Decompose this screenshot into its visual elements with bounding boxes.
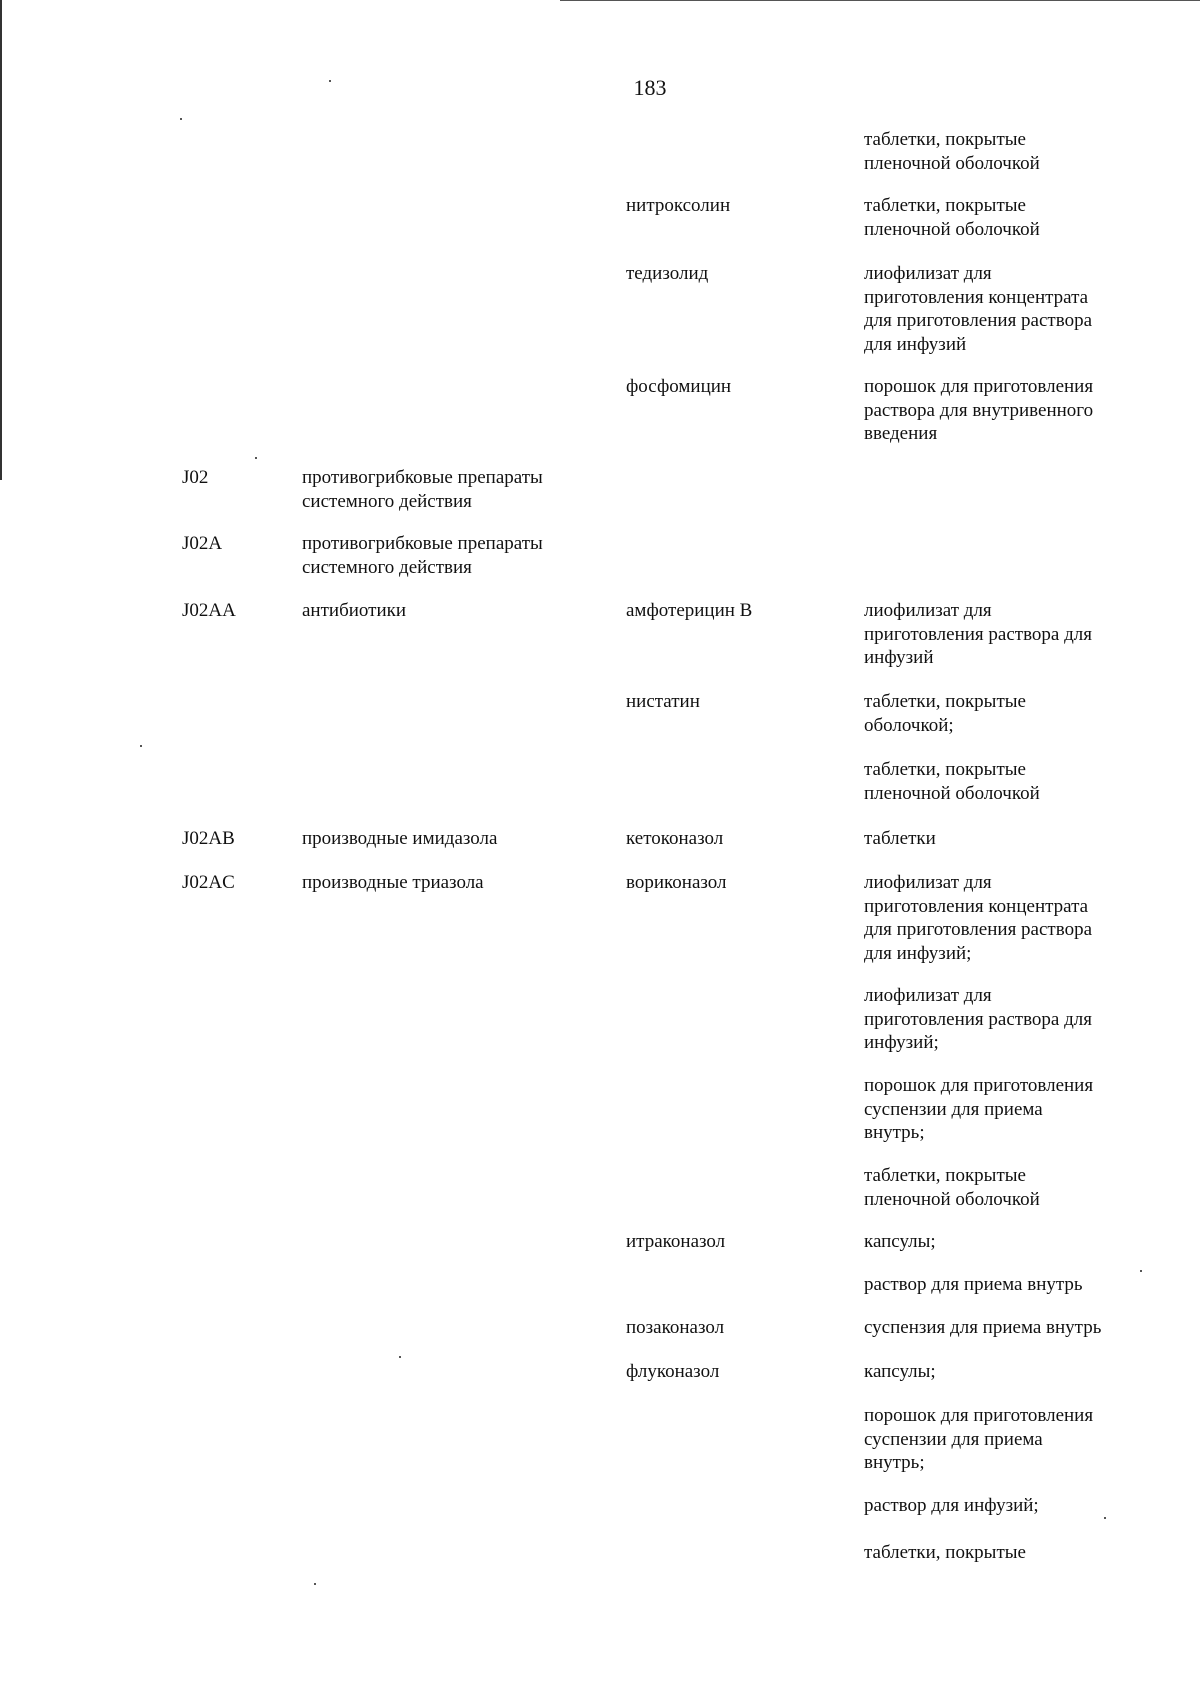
drug-substance: кетоконазол [626,828,724,849]
dosage-form-line: таблетки [864,828,936,849]
dosage-form-line: таблетки, покрытые [864,691,1026,712]
dosage-form-line: для приготовления раствора [864,310,1092,331]
dosage-form-line: приготовления концентрата [864,895,1089,917]
dosage-form-line: приготовления раствора для [864,1008,1092,1030]
dosage-form-line: лиофилизат для [864,263,992,284]
dosage-form-line: внутрь; [864,1122,925,1143]
drug-substance: тедизолид [626,263,709,284]
dosage-form-line: таблетки, покрытые [864,1542,1026,1563]
drug-substance: нитроксолин [626,195,731,216]
dosage-form [864,1541,1194,1565]
group-line: производные имидазола [302,828,498,849]
scan-speck [314,1583,316,1585]
dosage-form [864,1164,1194,1211]
dosage-form-line: капсулы; [864,1231,936,1252]
scan-speck [255,457,257,459]
dosage-form-line: таблетки, покрытые [864,759,1026,780]
top-scan-edge [560,0,1200,1]
left-scan-edge [0,0,2,480]
dosage-form-line: лиофилизат для [864,985,992,1006]
dosage-form-line: для инфузий; [864,942,972,964]
group-line: системного действия [302,556,472,578]
dosage-form [864,1230,1194,1254]
drug-substance: позаконазол [626,1317,725,1338]
dosage-form-line: внутрь; [864,1452,925,1473]
dosage-form-line: раствора для внутривенного [864,399,1094,421]
dosage-form [864,984,1194,1055]
dosage-form-line: для приготовления раствора [864,919,1092,940]
dosage-form-line: порошок для приготовления [864,1075,1094,1096]
dosage-form-line: лиофилизат для [864,872,992,893]
dosage-form-line: инфузий [864,647,934,668]
group-line: противогрибковые препараты [302,533,543,554]
dosage-form [864,1404,1194,1475]
dosage-form-line: пленочной оболочкой [864,218,1040,240]
dosage-form-line: введения [864,423,938,444]
dosage-form-line: порошок для приготовления [864,376,1094,397]
dosage-form-line: раствор для приема внутрь [864,1274,1083,1295]
drug-substance: фосфомицин [626,376,732,397]
dosage-form-line: приготовления концентрата [864,286,1089,308]
pharmacological-group [302,532,602,579]
dosage-form [864,1494,1194,1518]
atc-code: J02AA [182,600,236,621]
dosage-form-line: пленочной оболочкой [864,152,1040,174]
dosage-form-line: таблетки, покрытые [864,195,1026,216]
dosage-form [864,758,1194,805]
pharmacological-group [302,871,602,895]
atc-code: J02AB [182,828,235,849]
dosage-form-line: таблетки, покрытые [864,1165,1026,1186]
scan-speck [329,80,331,82]
group-line: антибиотики [302,600,407,621]
dosage-form-line: суспензия для приема внутрь [864,1317,1102,1338]
scan-speck [1140,1270,1142,1272]
dosage-form-line: пленочной оболочкой [864,1188,1040,1210]
dosage-form [864,375,1194,446]
atc-code: J02AC [182,872,235,893]
dosage-form [864,262,1194,356]
dosage-form-line: раствор для инфузий; [864,1495,1039,1516]
group-line: системного действия [302,490,472,512]
atc-code: J02A [182,533,223,554]
atc-code: J02 [182,467,209,488]
drug-substance: нистатин [626,691,700,712]
pharmacological-group [302,466,602,513]
dosage-form-line: пленочной оболочкой [864,782,1040,804]
scan-speck [399,1356,401,1358]
dosage-form-line: суспензии для приема [864,1428,1043,1450]
drug-substance: вориконазол [626,872,727,893]
dosage-form [864,1360,1194,1384]
pharmacological-group [302,827,602,851]
dosage-form-line: таблетки, покрытые [864,129,1026,150]
scan-speck [180,118,182,120]
drug-substance: амфотерицин B [626,600,753,621]
page-number: 183 [633,75,667,100]
group-line: производные триазола [302,872,484,893]
scan-speck [1104,1517,1106,1519]
dosage-form-line: лиофилизат для [864,600,992,621]
dosage-form [864,194,1194,241]
dosage-form [864,1273,1194,1297]
drug-substance: итраконазол [626,1231,726,1252]
dosage-form-line: суспензии для приема [864,1098,1043,1120]
dosage-form-line: инфузий; [864,1032,939,1053]
dosage-form-line: капсулы; [864,1361,936,1382]
group-line: противогрибковые препараты [302,467,543,488]
dosage-form-line: порошок для приготовления [864,1405,1094,1426]
dosage-form [864,1074,1194,1145]
dosage-form [864,1316,1194,1340]
drug-substance: флуконазол [626,1361,720,1382]
dosage-form [864,827,1194,851]
dosage-form-line: для инфузий [864,333,967,355]
dosage-form-line: оболочкой; [864,714,954,736]
dosage-form-line: приготовления раствора для [864,623,1092,645]
dosage-form [864,599,1194,670]
dosage-form [864,871,1194,965]
dosage-form [864,128,1194,175]
scan-speck [140,745,142,747]
pharmacological-group [302,599,602,623]
dosage-form [864,690,1194,737]
